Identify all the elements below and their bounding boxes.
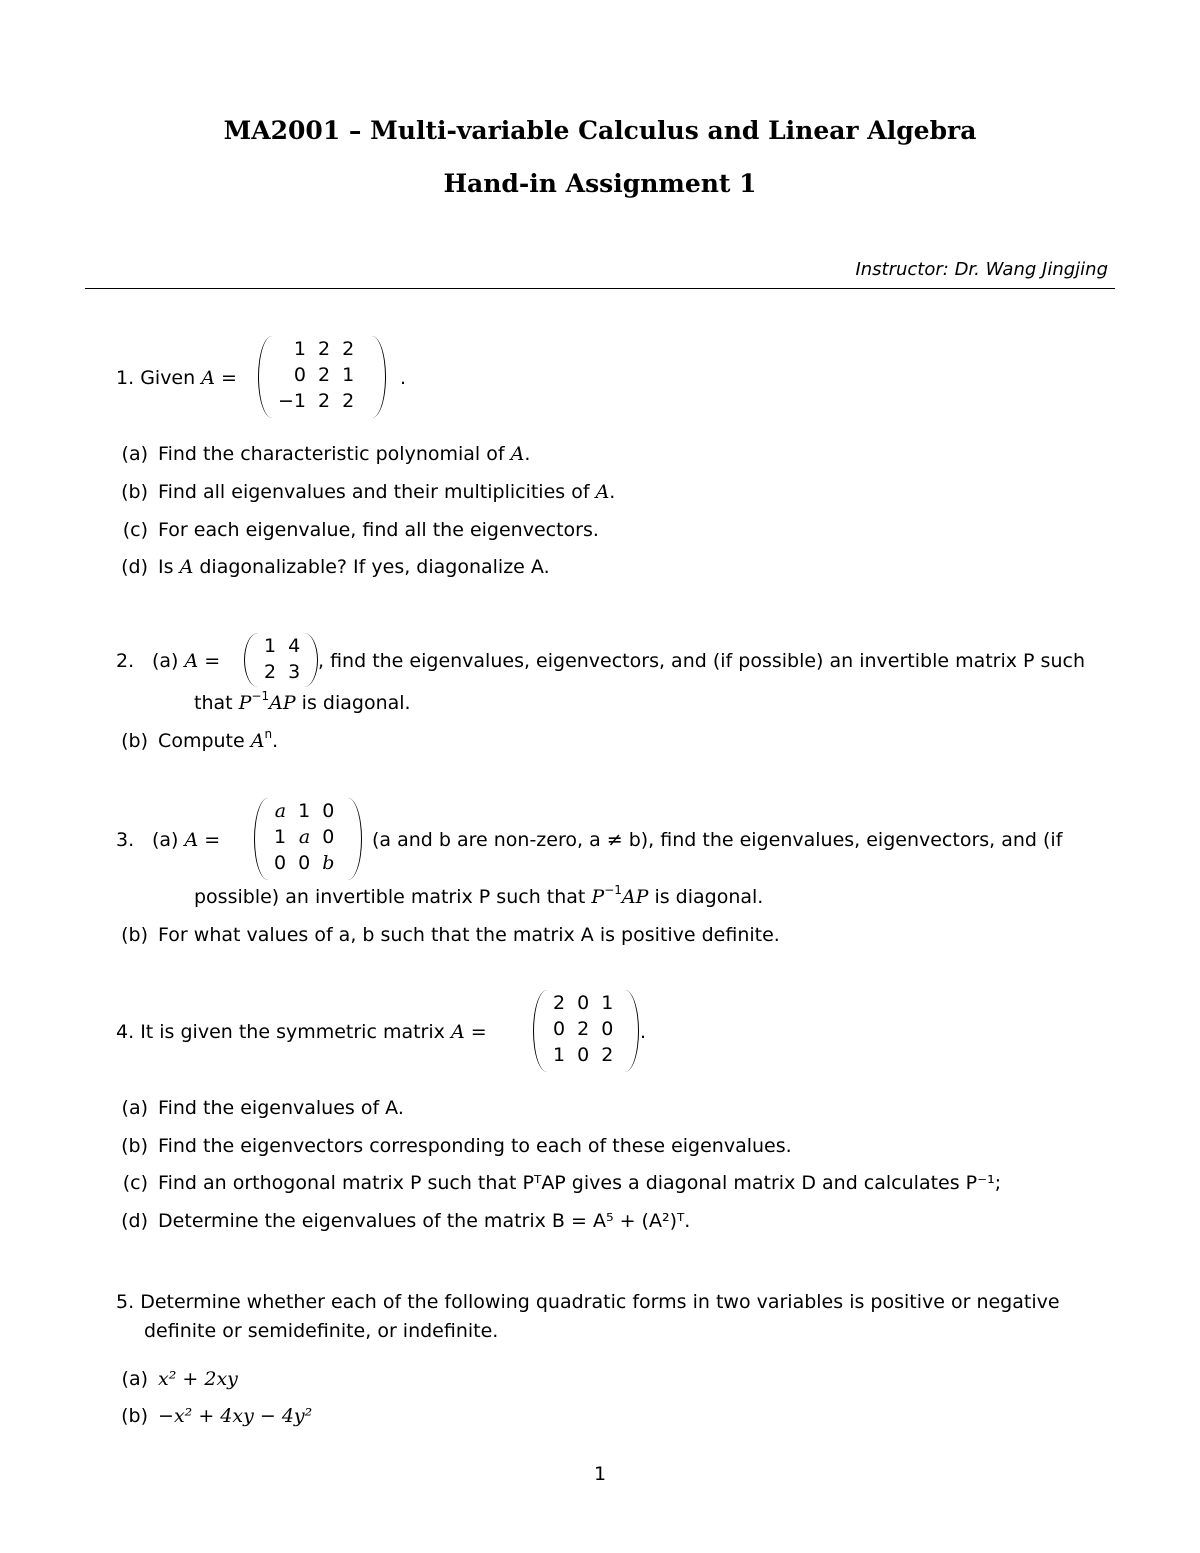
right-paren <box>347 798 362 880</box>
matrix-cell: 1 <box>264 635 277 657</box>
matrix-row <box>272 362 360 388</box>
superscript: −1 <box>251 688 270 703</box>
part-text: x² + 2xy <box>158 1368 238 1390</box>
q4-tail: . <box>640 1021 647 1043</box>
matrix-cell: −1 <box>278 390 307 412</box>
part-label: (d) <box>121 1210 148 1232</box>
part-label: (a) <box>152 829 179 851</box>
matrix-cell: 0 <box>322 800 335 822</box>
q1-part-c <box>110 519 599 541</box>
q2-part-b <box>110 726 279 752</box>
matrix-cell: 2 <box>318 364 331 386</box>
q4-matrix <box>533 990 639 1072</box>
q1-part-d <box>110 556 550 578</box>
q3-var: A <box>184 829 199 851</box>
part-text-end: . <box>272 730 279 752</box>
part-text: Find an orthogonal matrix P such that PᵀAP gives a diagonal matrix D and calculates P⁻¹; <box>158 1172 1002 1194</box>
matrix-cell: 2 <box>553 992 566 1014</box>
part-label: (c) <box>122 1172 148 1194</box>
q2-number: 2. <box>116 650 135 672</box>
math-ap: AP <box>269 692 296 714</box>
matrix-cell: 2 <box>342 390 355 412</box>
part-text: Find all eigenvalues and their multiplicities of <box>158 481 596 503</box>
part-var: A <box>595 481 610 503</box>
q3-part-a-text: (a and b are non-zero, a ≠ b), find the eigenvalues, eigenvectors, and (if <box>372 829 1063 851</box>
matrix-cell: 2 <box>577 1018 590 1040</box>
matrix-row <box>258 633 306 659</box>
q1-lead: Given <box>140 367 202 389</box>
part-label: (b) <box>121 481 148 503</box>
matrix-row <box>258 659 306 685</box>
matrix-cell: 0 <box>577 992 590 1014</box>
q3-part-a-head <box>152 829 220 851</box>
left-paren <box>258 336 273 418</box>
q5-text: Determine whether each of the following quadratic forms in two variables is positive or negative <box>140 1291 1060 1313</box>
q3-part-b <box>110 924 780 946</box>
matrix-cell: 0 <box>293 364 307 386</box>
q5-part-a <box>110 1368 238 1390</box>
q2-part-a-text: , find the eigenvalues, eigenvectors, and (if possible) an invertible matrix P such <box>318 650 1085 672</box>
q1-matrix-table <box>272 336 360 414</box>
part-label: (c) <box>122 519 148 541</box>
q3-matrix-table <box>268 798 340 876</box>
q2-part-a-head <box>152 650 220 672</box>
part-label: (b) <box>121 1135 148 1157</box>
q4-var: A <box>450 1021 465 1043</box>
q1-number: 1. <box>116 367 135 389</box>
matrix-cell: 2 <box>264 661 277 683</box>
q4-part-c <box>110 1172 1001 1194</box>
left-paren <box>244 633 259 687</box>
q4-number: 4. <box>116 1021 135 1043</box>
matrix-cell: b <box>322 852 335 874</box>
part-label: (b) <box>121 1405 148 1427</box>
part-var: A <box>250 730 265 752</box>
header-rule <box>85 288 1115 289</box>
matrix-cell: 1 <box>293 338 307 360</box>
matrix-cell: 0 <box>553 1018 566 1040</box>
matrix-row <box>547 990 619 1016</box>
q1-part-b <box>110 481 615 503</box>
right-paren <box>371 336 386 418</box>
q1-statement <box>116 367 237 389</box>
part-label: (b) <box>121 730 148 752</box>
q2-var: A <box>184 650 199 672</box>
text-end: is diagonal. <box>648 886 764 908</box>
matrix-cell: 0 <box>601 1018 614 1040</box>
q2-matrix <box>244 633 318 687</box>
matrix-row <box>272 388 360 414</box>
text-end: is diagonal. <box>295 692 411 714</box>
part-label: (d) <box>121 556 148 578</box>
part-text-end: . <box>524 443 531 465</box>
q4-matrix-table <box>547 990 619 1068</box>
q5-text-cont: definite or semidefinite, or indefinite. <box>144 1320 499 1342</box>
q3-eq: = <box>198 829 221 851</box>
matrix-row <box>547 1016 619 1042</box>
q5-part-b <box>110 1405 312 1427</box>
q4-part-d <box>110 1210 690 1232</box>
right-paren <box>624 990 639 1072</box>
math-p: P <box>591 886 605 908</box>
text: that <box>194 692 239 714</box>
superscript: n <box>264 726 273 741</box>
part-text: Find the characteristic polynomial of <box>158 443 511 465</box>
matrix-cell: 1 <box>274 826 287 848</box>
part-text: Determine the eigenvalues of the matrix B = A⁵ + (A²)ᵀ. <box>158 1210 691 1232</box>
matrix-cell: 1 <box>342 364 355 386</box>
part-text: Is <box>158 556 180 578</box>
q1-var: A <box>201 367 215 389</box>
matrix-row <box>268 798 340 824</box>
matrix-cell: 1 <box>298 800 311 822</box>
math-ap: AP <box>621 886 649 908</box>
matrix-row <box>547 1042 619 1068</box>
course-title: MA2001 – Multi-variable Calculus and Linear Algebra <box>223 116 977 145</box>
part-var: A <box>510 443 525 465</box>
assignment-title: Hand-in Assignment 1 <box>443 169 757 198</box>
q5-statement <box>116 1291 1060 1313</box>
part-label: (a) <box>121 1097 148 1119</box>
matrix-row <box>268 850 340 876</box>
part-text: −x² + 4xy − 4y² <box>158 1405 313 1427</box>
math-p: P <box>238 692 252 714</box>
instructor-line: Instructor: Dr. Wang Jingjing <box>855 259 1108 280</box>
matrix-cell: 2 <box>318 338 331 360</box>
text: possible) an invertible matrix P such that <box>194 886 592 908</box>
right-paren <box>303 633 318 687</box>
q5-number: 5. <box>116 1291 135 1313</box>
q1-tail: . <box>400 367 407 389</box>
part-text: Compute <box>158 730 251 752</box>
q4-lead: It is given the symmetric matrix <box>140 1021 451 1043</box>
q4-eq: = <box>464 1021 487 1043</box>
left-paren <box>254 798 269 880</box>
part-label: (a) <box>121 1368 148 1390</box>
matrix-cell: 3 <box>288 661 301 683</box>
q4-statement <box>116 1021 487 1043</box>
part-label: (a) <box>121 443 148 465</box>
q3-number: 3. <box>116 829 135 851</box>
matrix-cell: 2 <box>318 390 331 412</box>
q1-eq: = <box>214 367 237 389</box>
part-var: A <box>179 556 194 578</box>
q2-part-a-text-cont <box>194 688 411 714</box>
page-number: 1 <box>593 1463 607 1485</box>
q2-eq: = <box>198 650 221 672</box>
left-paren <box>533 990 548 1072</box>
q2-matrix-table <box>258 633 306 685</box>
part-text-end: . <box>609 481 616 503</box>
q1-part-a <box>110 443 530 465</box>
matrix-cell: 0 <box>577 1044 590 1066</box>
matrix-cell: 1 <box>601 992 614 1014</box>
matrix-cell: 0 <box>322 826 335 848</box>
q4-part-b <box>110 1135 792 1157</box>
matrix-cell: 1 <box>553 1044 566 1066</box>
part-label: (b) <box>121 924 148 946</box>
q1-matrix <box>258 336 386 418</box>
q3-matrix <box>254 798 362 880</box>
q4-part-a <box>110 1097 404 1119</box>
matrix-cell: 4 <box>288 635 301 657</box>
part-text: Find the eigenvectors corresponding to each of these eigenvalues. <box>158 1135 792 1157</box>
matrix-cell: 0 <box>298 852 311 874</box>
matrix-row <box>268 824 340 850</box>
q3-part-a-text-cont <box>194 882 764 908</box>
matrix-cell: 0 <box>274 852 287 874</box>
part-label: (a) <box>152 650 179 672</box>
part-text: For each eigenvalue, find all the eigenvectors. <box>158 519 599 541</box>
part-text: Find the eigenvalues of A. <box>158 1097 404 1119</box>
part-text: For what values of a, b such that the matrix A is positive definite. <box>158 924 780 946</box>
matrix-row <box>272 336 360 362</box>
part-text-end: diagonalizable? If yes, diagonalize A. <box>193 556 550 578</box>
matrix-cell: 2 <box>342 338 355 360</box>
matrix-cell: a <box>274 800 287 822</box>
matrix-cell: a <box>298 826 311 848</box>
matrix-cell: 2 <box>601 1044 614 1066</box>
superscript: −1 <box>604 882 622 897</box>
